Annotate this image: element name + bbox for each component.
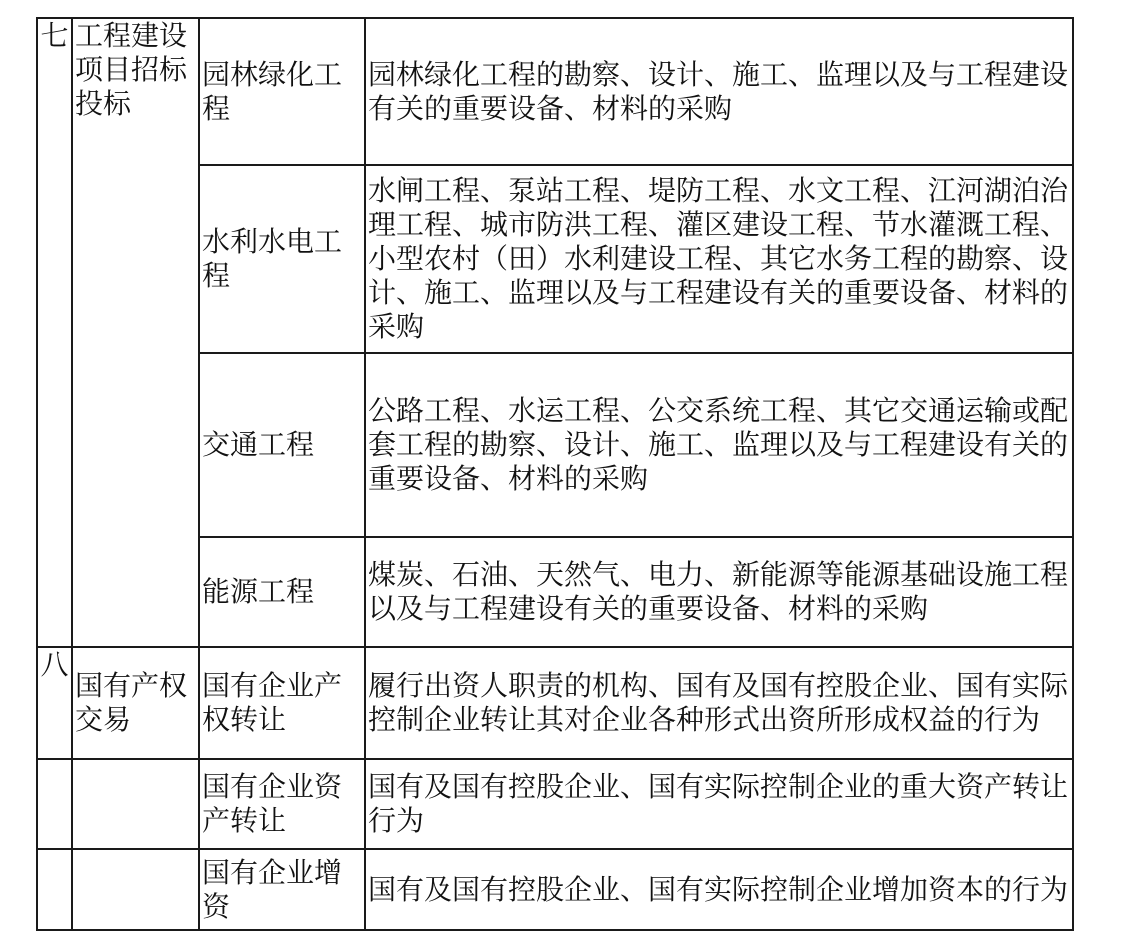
item-cell: 国有企业资产转让 <box>199 759 365 849</box>
item-cell: 国有企业产权转让 <box>199 647 365 759</box>
item-cell: 交通工程 <box>199 353 365 537</box>
scope-cell: 公路工程、水运工程、公交系统工程、其它交通运输或配套工程的勘察、设计、施工、监理以及与工程建设有关的重要设备、材料的采购 <box>365 353 1073 537</box>
scope-cell: 国有及国有控股企业、国有实际控制企业的重大资产转让行为 <box>365 759 1073 849</box>
item-cell: 能源工程 <box>199 537 365 647</box>
table-row <box>37 18 1073 165</box>
scope-cell: 履行出资人职责的机构、国有及国有控股企业、国有实际控制企业转让其对企业各种形式出资所形成权益的行为 <box>365 647 1073 759</box>
table-row <box>37 849 1073 930</box>
row-number <box>37 759 72 849</box>
item-cell: 国有企业增资 <box>199 849 365 930</box>
table-row <box>37 647 1073 759</box>
category-cell: 工程建设项目招标投标 <box>72 18 199 647</box>
category-cell: 国有产权交易 <box>72 647 199 759</box>
row-number: 八 <box>37 647 72 759</box>
table-row <box>37 759 1073 849</box>
scope-table <box>36 17 1074 931</box>
category-cell <box>72 849 199 930</box>
scope-cell: 煤炭、石油、天然气、电力、新能源等能源基础设施工程以及与工程建设有关的重要设备、材料的采购 <box>365 537 1073 647</box>
scope-cell: 园林绿化工程的勘察、设计、施工、监理以及与工程建设有关的重要设备、材料的采购 <box>365 18 1073 165</box>
category-cell <box>72 759 199 849</box>
item-cell: 水利水电工程 <box>199 165 365 353</box>
row-number <box>37 849 72 930</box>
row-number: 七 <box>37 18 72 647</box>
scope-cell: 水闸工程、泵站工程、堤防工程、水文工程、江河湖泊治理工程、城市防洪工程、灌区建设工程、节水灌溉工程、小型农村（田）水利建设工程、其它水务工程的勘察、设计、施工、监理以及与工程建设有关的重要设备、材料的采购 <box>365 165 1073 353</box>
scope-cell: 国有及国有控股企业、国有实际控制企业增加资本的行为 <box>365 849 1073 930</box>
item-cell: 园林绿化工程 <box>199 18 365 165</box>
